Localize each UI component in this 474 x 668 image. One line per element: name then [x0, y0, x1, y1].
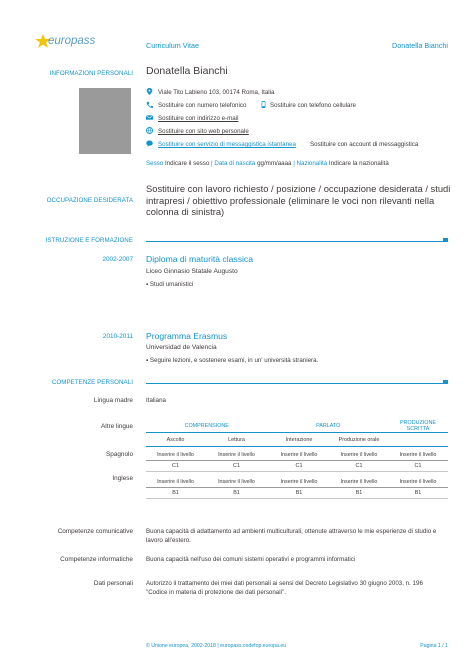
section-divider	[146, 383, 444, 384]
email-link[interactable]: Sostituire con indirizzo e-mail	[158, 115, 239, 122]
column-header: Lettura	[228, 436, 245, 443]
group-header: COMPRENSIONE	[146, 420, 268, 433]
section-label-personal: INFORMAZIONI PERSONALI	[49, 70, 133, 77]
level-value: C1	[172, 463, 179, 469]
level-placeholder: Inserire il livello	[205, 450, 268, 461]
email-icon	[146, 114, 153, 121]
column-header: Interazione	[285, 436, 313, 443]
address: Viale Tito Labieno 103, 00174 Roma, Italia	[158, 89, 275, 96]
personal-data-label: Dati personali	[93, 580, 133, 587]
separator: |	[293, 160, 295, 167]
section-divider	[146, 241, 444, 242]
im-account: Sostituire con account di messaggistica	[310, 141, 419, 148]
level-placeholder: Inserire il livello	[330, 477, 388, 488]
birth-label: Data di nascita	[214, 160, 256, 167]
globe-icon	[146, 127, 153, 134]
level-value: C1	[233, 463, 240, 469]
im-link[interactable]: Sostituire con servizio di messaggistica istantanea	[158, 141, 296, 148]
birth-value: gg/mm/aaaa	[257, 160, 292, 167]
sex-label: Sesso	[146, 160, 164, 167]
level-value: C1	[414, 463, 422, 469]
personal-data-text: Autorizzo il trattamento dei miei dati personali ai sensi del Decreto Legislativo 30 giugno 2003, n. 196 "Codice in materia di protezione dei dati personali".	[146, 580, 423, 596]
level-placeholder: Inserire il livello	[388, 477, 448, 488]
education-org: Liceo Ginnasio Statale Augusto	[146, 268, 238, 275]
chat-icon	[146, 140, 153, 147]
level-value: B1	[233, 490, 240, 496]
phone-icon	[146, 101, 153, 108]
it-skills-label: Competenze informatiche	[60, 556, 133, 563]
website-link[interactable]: Sostituire con sito web personale	[158, 128, 249, 135]
language-name: Inglese	[112, 475, 133, 482]
level-value: B1	[355, 490, 363, 496]
other-languages-label: Altre lingue	[101, 423, 133, 430]
column-header: Ascolto	[166, 436, 185, 443]
section-label-occupation: OCCUPAZIONE DESIDERATA	[46, 197, 133, 204]
level-value: B1	[295, 490, 303, 496]
header-name: Donatella Bianchi	[392, 41, 448, 50]
level-value: B1	[172, 490, 179, 496]
comm-skills-text: Buona capacità di adattamento ad ambienti multiculturali, ottenute attraverso le mie esperienze di studio e lavoro all'estero.	[146, 528, 437, 544]
sex-value: Indicare il sesso	[164, 160, 210, 167]
education-years: 2002-2007	[102, 256, 133, 263]
level-placeholder: Inserire il livello	[146, 477, 205, 488]
it-skills-text: Buona capacità nell'uso dei comuni sistemi operativi e programmi informatici	[146, 556, 356, 563]
level-value: B1	[414, 490, 422, 496]
footer-page-number: Pagina 1 / 1	[420, 643, 448, 649]
divider-end-mark	[443, 238, 448, 242]
phone: Sostituire con numero telefonico	[158, 102, 247, 109]
comm-skills-label: Competenze comunicative	[57, 528, 133, 535]
level-placeholder: Inserire il livello	[388, 450, 448, 461]
separator: |	[211, 160, 213, 167]
language-name: Spagnolo	[105, 451, 133, 458]
level-placeholder: Inserire il livello	[205, 477, 268, 488]
personal-details-line	[146, 160, 389, 167]
level-value: C1	[355, 463, 363, 469]
level-value: C1	[295, 463, 303, 469]
footer-copyright: © Unione europea, 2002-2018 | europass.cedefop.europa.eu	[146, 643, 287, 649]
level-placeholder: Inserire il livello	[330, 450, 388, 461]
divider-end-mark	[443, 380, 448, 384]
section-label-education: ISTRUZIONE E FORMAZIONE	[45, 237, 133, 244]
group-header: PRODUZIONE SCRITTA	[388, 420, 448, 433]
column-header: Produzione orale	[338, 436, 380, 443]
nation-value: Indicare la nazionalità	[328, 160, 389, 167]
education-title: Diploma di maturità classica	[146, 254, 253, 264]
europass-logo	[35, 34, 105, 50]
mobile-icon	[261, 101, 266, 108]
mother-tongue-value: Italiana	[146, 397, 166, 404]
level-placeholder: Inserire il livello	[268, 477, 330, 488]
location-pin-icon	[146, 88, 153, 95]
education-bullet: ▪ Studi umanistici	[146, 281, 194, 288]
education-years: 2010-2011	[102, 333, 133, 340]
full-name: Donatella Bianchi	[146, 65, 228, 77]
education-org: Universidad de Valencia	[146, 344, 217, 351]
group-header: PARLATO	[268, 420, 388, 433]
nation-label: Nazionalità	[296, 160, 328, 167]
photo-placeholder	[79, 88, 131, 154]
section-label-skills: COMPETENZE PERSONALI	[51, 379, 133, 386]
mother-tongue-label: Lingua madre	[93, 397, 133, 404]
level-placeholder: Inserire il livello	[268, 450, 330, 461]
education-title: Programma Erasmus	[146, 331, 228, 341]
mobile: Sostituire con telefono cellulare	[270, 102, 356, 109]
occupation-text: Sostituire con lavoro richiesto / posizione / occupazione desiderata / studi intrapresi / obiettivo professionale (eliminare le voci non rilevanti nella colonna di sinistra)	[146, 183, 451, 217]
document-title: Curriculum Vitae	[146, 41, 199, 50]
logo-text: europass	[48, 35, 96, 47]
language-table	[146, 420, 448, 501]
education-bullet: ▪ Seguire lezioni, e sostenere esami, in un' università straniera.	[146, 357, 319, 364]
level-placeholder: Inserire il livello	[146, 450, 205, 461]
